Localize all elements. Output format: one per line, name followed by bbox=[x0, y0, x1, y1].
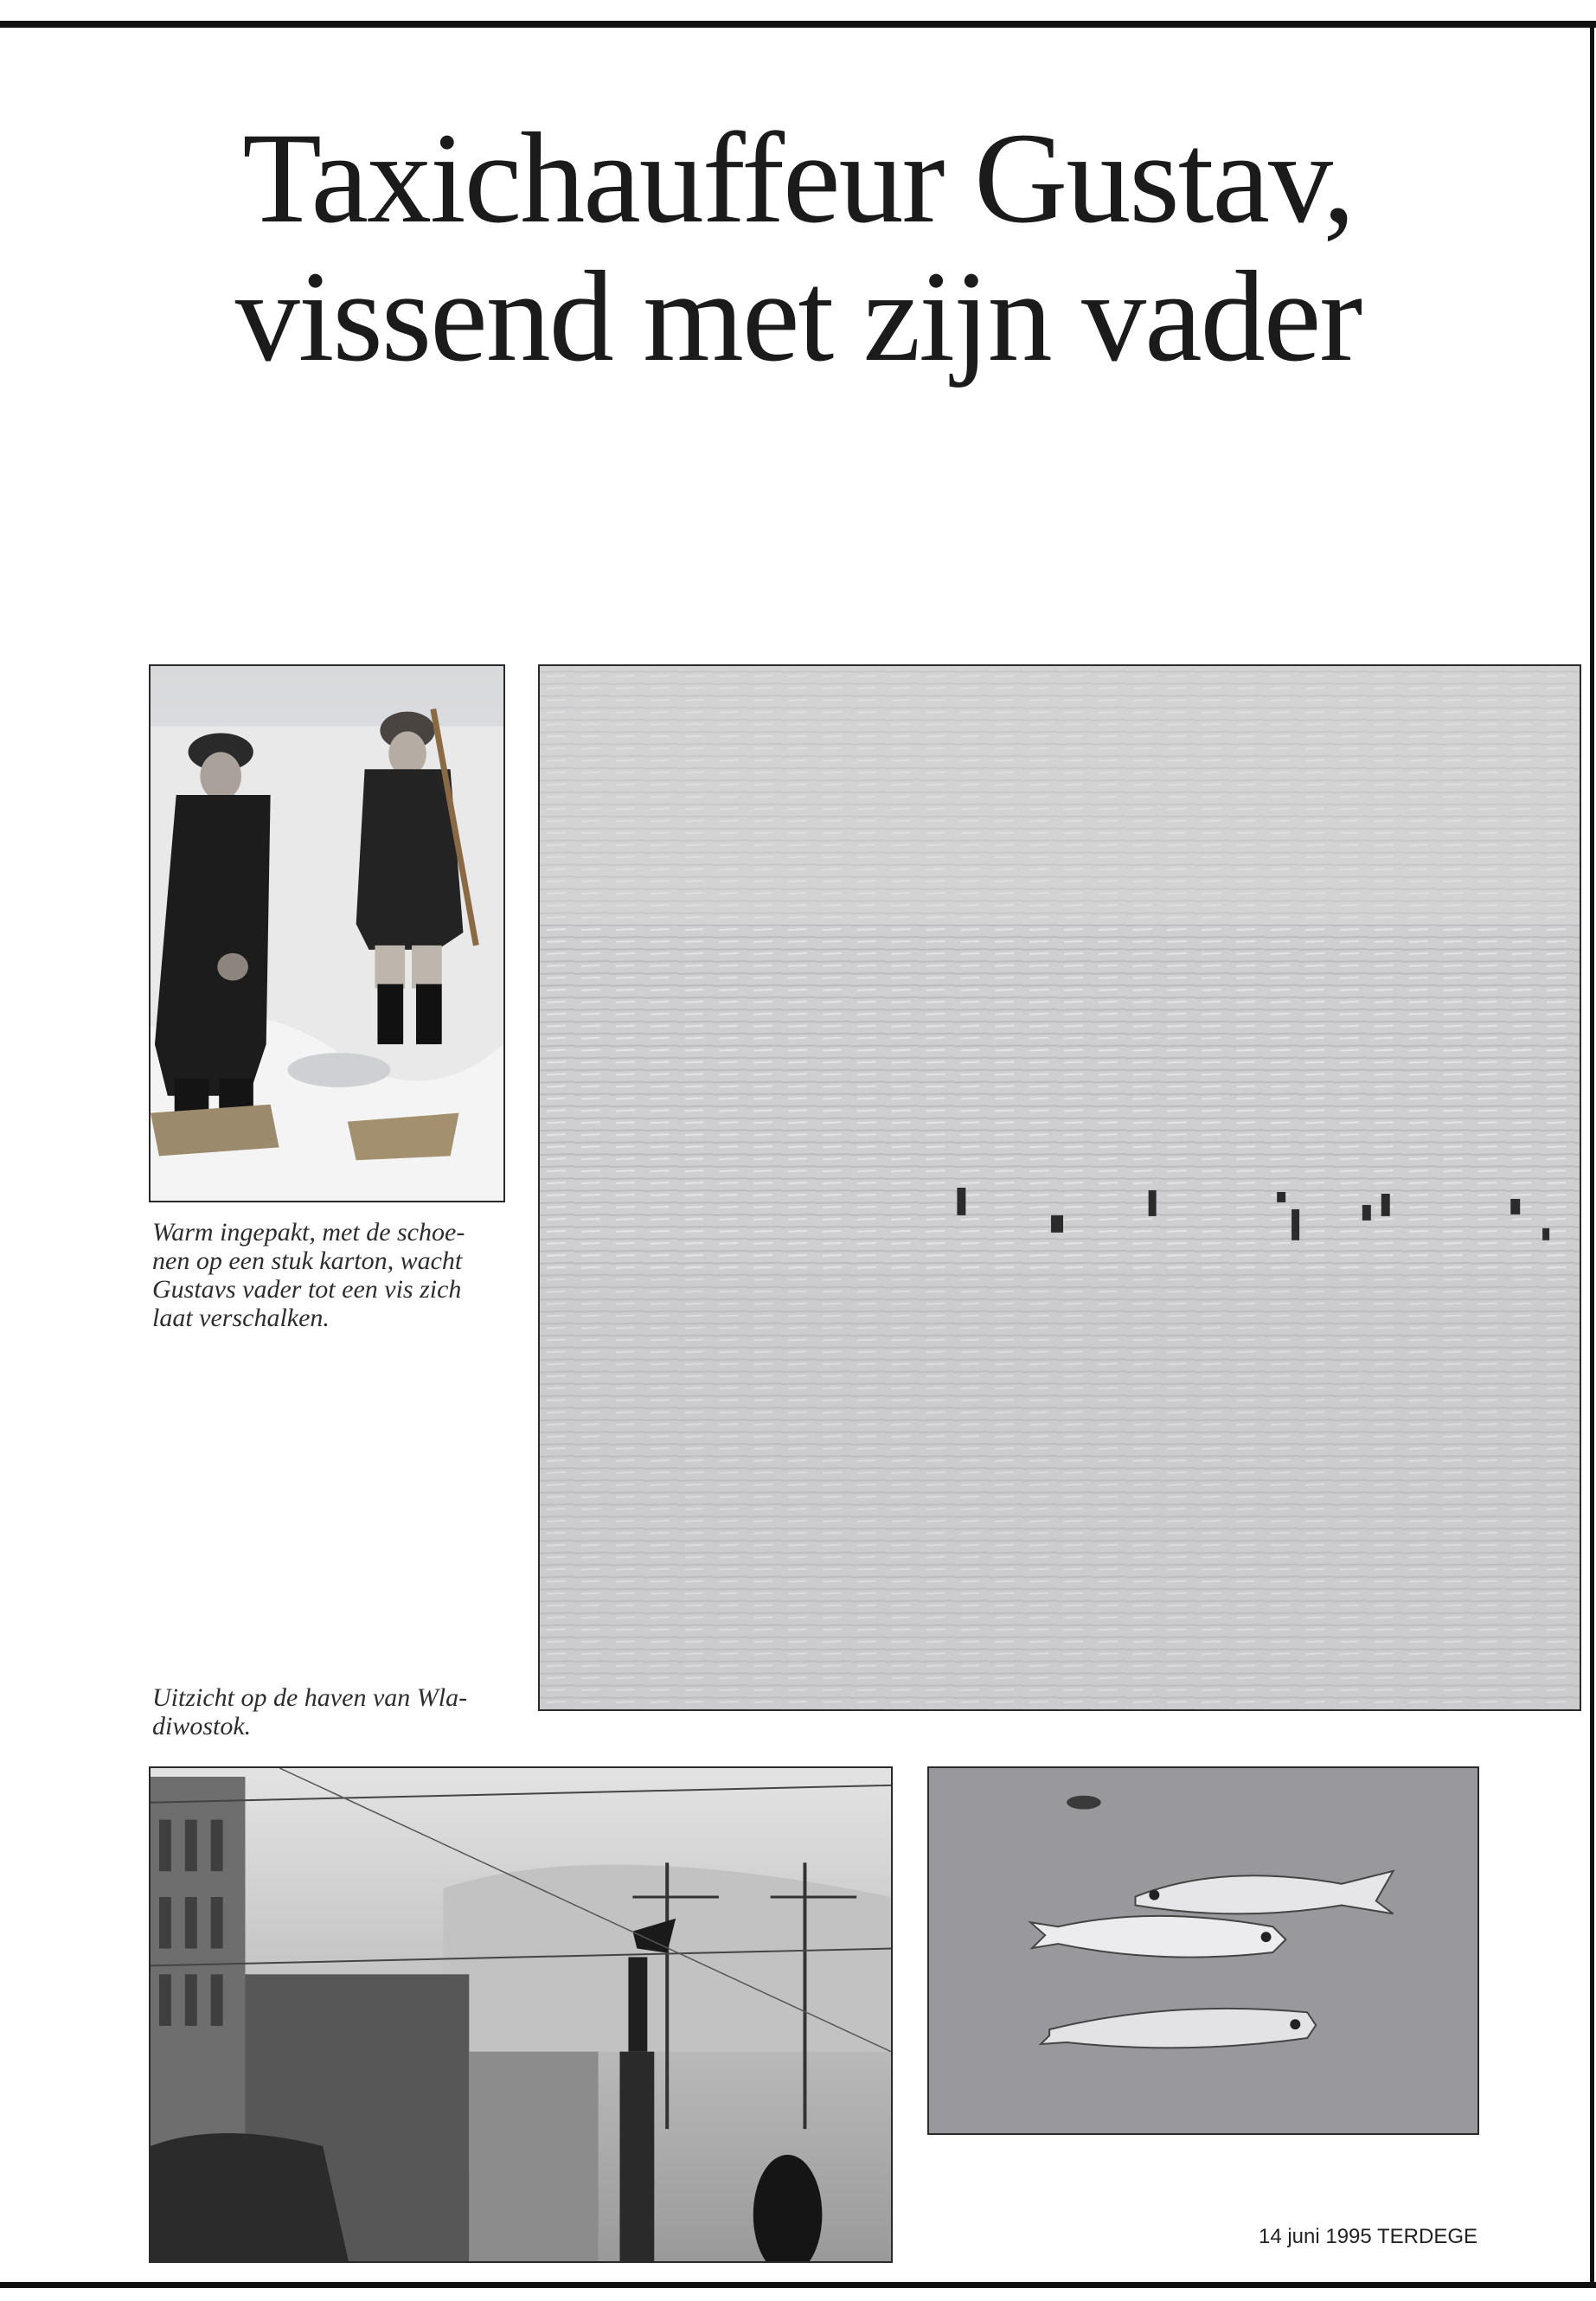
headline-line-2: vissend met zijn vader bbox=[234, 245, 1362, 388]
top-rule bbox=[0, 21, 1596, 28]
bottom-rule bbox=[0, 2282, 1596, 2288]
photo-frozen-harbour bbox=[538, 664, 1581, 1711]
caption-2-line-1: Uitzicht op de haven van Wla- bbox=[152, 1683, 468, 1712]
article-headline bbox=[0, 106, 1596, 388]
caption-1-line-2: nen op een stuk karton, wacht bbox=[152, 1247, 463, 1275]
caption-2-line-2: diwostok. bbox=[152, 1712, 252, 1740]
page-footer: 14 juni 1995 TERDEGE bbox=[1258, 2225, 1477, 2248]
headline-line-1: Taxichauffeur Gustav, bbox=[242, 106, 1354, 250]
caption-1-line-3: Gustavs vader tot een vis zich bbox=[152, 1275, 462, 1304]
caption-ice-fishing bbox=[152, 1218, 516, 1332]
caption-1-line-1: Warm ingepakt, met de schoe- bbox=[152, 1218, 465, 1247]
photo-city-street bbox=[149, 1766, 893, 2263]
photo-ice-fishing-men bbox=[149, 664, 505, 1202]
photo-fish-on-ice bbox=[927, 1766, 1479, 2135]
caption-1-line-4: laat verschalken. bbox=[152, 1304, 330, 1332]
caption-harbour-view bbox=[152, 1683, 516, 1740]
